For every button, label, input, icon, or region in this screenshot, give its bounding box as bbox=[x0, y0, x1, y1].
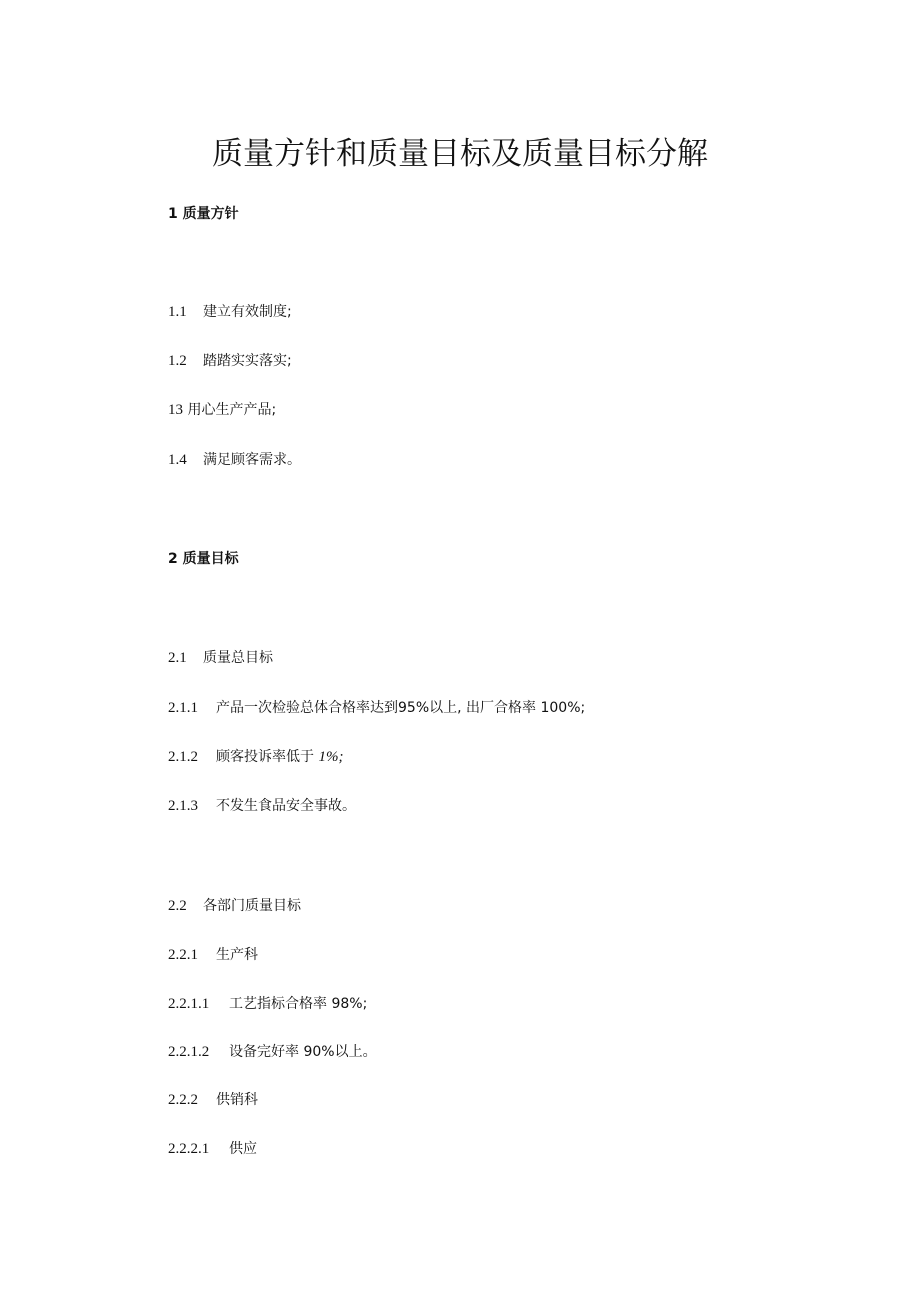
item-number: 2.1.3 bbox=[168, 798, 198, 814]
document-title: 质量方针和质量目标及质量目标分解 bbox=[212, 136, 708, 172]
item-text: 不发生食品安全事故。 bbox=[216, 798, 356, 814]
item-number: 2.2.1 bbox=[168, 947, 198, 963]
list-item bbox=[168, 747, 343, 767]
list-item bbox=[168, 1042, 377, 1062]
item-number: 2.1.2 bbox=[168, 749, 198, 765]
item-number: 13 bbox=[168, 402, 183, 418]
item-text: 建立有效制度; bbox=[203, 304, 292, 320]
item-number: 2.2.2 bbox=[168, 1092, 198, 1108]
list-item bbox=[168, 698, 585, 718]
list-item bbox=[168, 796, 356, 816]
item-number: 2.2 bbox=[168, 898, 187, 914]
list-item bbox=[168, 1139, 257, 1159]
item-number: 2.2.2.1 bbox=[168, 1141, 210, 1157]
list-item bbox=[168, 351, 292, 371]
item-number: 2.1.1 bbox=[168, 700, 198, 716]
item-number: 1.1 bbox=[168, 304, 187, 320]
item-number: 2.2.1.1 bbox=[168, 996, 210, 1012]
list-item bbox=[168, 994, 367, 1014]
list-item bbox=[168, 302, 292, 322]
list-item bbox=[168, 400, 276, 420]
subsection-heading bbox=[168, 648, 273, 668]
item-text-italic: 1%; bbox=[318, 749, 344, 765]
subsection-heading bbox=[168, 1090, 258, 1110]
item-text: 产品一次检验总体合格率达到95%以上, 出厂合格率 100%; bbox=[216, 700, 586, 716]
item-number: 1.2 bbox=[168, 353, 187, 369]
item-text: 用心生产产品; bbox=[187, 402, 277, 418]
item-text: 生产科 bbox=[216, 947, 258, 963]
item-text: 供应 bbox=[229, 1141, 257, 1157]
item-number: 1.4 bbox=[168, 452, 187, 468]
item-text: 质量总目标 bbox=[203, 650, 273, 666]
item-text: 供销科 bbox=[216, 1092, 258, 1108]
list-item bbox=[168, 450, 301, 470]
item-text: 满足顾客需求。 bbox=[203, 452, 301, 468]
item-text: 各部门质量目标 bbox=[203, 898, 301, 914]
subsection-heading bbox=[168, 896, 301, 916]
subsection-heading bbox=[168, 945, 258, 965]
section-1-heading: 1 质量方针 bbox=[168, 206, 239, 222]
item-text: 顾客投诉率低于 bbox=[216, 749, 319, 765]
item-number: 2.2.1.2 bbox=[168, 1044, 210, 1060]
item-text: 工艺指标合格率 98%; bbox=[229, 996, 368, 1012]
item-text: 踏踏实实落实; bbox=[203, 353, 292, 369]
section-2-heading: 2 质量目标 bbox=[168, 551, 239, 567]
item-number: 2.1 bbox=[168, 650, 187, 666]
item-text: 设备完好率 90%以上。 bbox=[229, 1044, 377, 1060]
